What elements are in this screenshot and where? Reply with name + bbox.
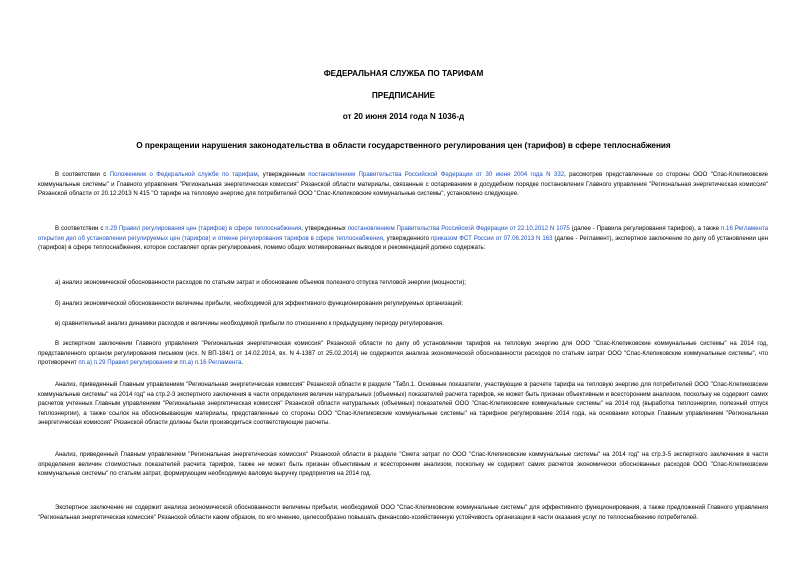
document-subject: О прекращении нарушения законодательства в области государственного регулирования цен (тарифов) в сфере теплоснабжения (136, 141, 671, 150)
link-reglament-p16[interactable]: п.16 Регламента открытия дел об установлении регулируемых цен (тарифов) и отмене регулирования тарифов в сфере теплоснабжения (38, 225, 768, 242)
paragraph-8: Анализ, приведенный Главным управлением "Региональная энергетическая комиссия" Рязанской области в разделе "Смета затрат по ООО "Спас-Клепиковские коммунальные системы" на 2014 год" на стр.3-5 экспертного заключения в части определения величин стоимостных показателей расчета тарифов, также не может быть признан объективным и всесторонним анализом, поскольку не содержит самих расчетов экономически обоснованных расходов ООО "Спас-Клепиковские коммунальные системы" по статьям затрат, формирующим необходимую валовую выручку предприятия на 2014 год. (38, 451, 768, 478)
text: , рассмотрев представленные со стороны ООО "Спас-Клепиковские коммунальные системы" и Главного управления "Региональная энергетическая комиссия" Рязанской области материалы, связанные с оспариванием в досудебном порядке постановления Главного управления "Региональная энергетическая комиссия" Рязанской области от 20.12.2013 N 415 "О тарифе на тепловую энергию для потребителей ООО "Спас-Клепиковские коммунальные системы", установлено следующее. (38, 171, 769, 198)
document-date: от 20 июня 2014 года N 1036-д (342, 112, 465, 121)
paragraph-5: в) сравнительный анализ динамики расходов и величины необходимой прибыли по отношению к предыдущему периоду регулирования. (55, 320, 444, 327)
text: , утвержденных (301, 225, 348, 232)
link-fst-order-163[interactable]: приказом ФСТ России от 07.06.2013 N 163 (430, 234, 553, 242)
paragraph-9: Экспертное заключение не содержит анализа экономической обоснованности величины прибыли, необходимой ООО "Спас-Клепиковские коммунальные системы" для эффективного функционирования, а также предложений Главного управления "Региональная энергетическая комиссия" Рязанской области каким образом, по его мнению, целесообразно повышать финансово-хозяйственную устойчивость организации в части оказания услуг по теплоснабжению потребителей. (38, 504, 768, 521)
paragraph-3: а) анализ экономической обоснованности расходов по статьям затрат и обоснование объемов полезного отпуска тепловой энергии (мощности); (55, 279, 466, 286)
text: . (241, 359, 244, 367)
paragraph-6 (38, 339, 768, 368)
text: В экспертном заключении Главного управления "Региональная энергетическая комиссия" Рязанской области по делу об установлении тарифов на тепловую энергию для ООО "Спас-Клепиковские коммунальные системы" на 2014 год, представленного органом регулирования письмом (исх. N ВП-184/1 от 14.02.2014, вх. N 4-1387 от 25.02.2014) не содержится анализа экономической обоснованности расходов по статьям затрат ООО "Спас-Клепиковские коммунальные системы", что противоречит (38, 340, 768, 367)
text: , утвержденного (383, 234, 431, 242)
link-rules-pp-a-p29[interactable]: пп.а) п.29 Правил регулирования (78, 359, 173, 367)
text: (далее - Регламент), экспертное заключение по делу об установлении цен (тарифов) в сфере теплоснабжения, которое составляет орган регулирования, помимо общих мотивированных выводов и рекомендаций должно содержать: (38, 234, 768, 252)
paragraph-1 (38, 170, 768, 199)
text: , утвержденным (257, 171, 309, 178)
link-reglament-pp-a-p16[interactable]: пп.а) п.16 Регламента (179, 359, 242, 367)
paragraph-7: Анализ, приведенный Главным управлением "Региональная энергетическая комиссия" Рязанской области в разделе "Табл.1. Основные показатели, участвующие в расчете тарифа на тепловую энергию для потребителей ООО "Спас-Клепиковские коммунальные системы" на 2014 год" на стр.2-3 экспертного заключения в части определения величин натуральных (объемных) показателей расчета тарифов, не может быть признан объективным и всесторонним анализом, поскольку не содержит самих расчетов учтенных Главным управлением "Региональная энергетическая комиссия" Рязанской области натуральных (объемных) показателей ООО "Спас-Клепиковские коммунальные системы" на 2014 год (выработка теплоэнергии, полезный отпуск теплоэнергии), а также ссылок на обосновывающие материалы, представленные со стороны ООО "Спас-Клепиковские коммунальные системы" на тарифное регулирование 2014 года, на основании которых Главным управлением "Региональная энергетическая комиссия" Рязанской области должны были производиться соответствующие расчеты. (38, 381, 768, 427)
document-type: ПРЕДПИСАНИЕ (371, 91, 436, 100)
agency-title: ФЕДЕРАЛЬНАЯ СЛУЖБА ПО ТАРИФАМ (323, 69, 484, 78)
link-rules-p29[interactable]: п.29 Правил регулирования цен (тарифов) в сфере теплоснабжения (105, 225, 302, 232)
link-fst-regulation[interactable]: Положением о Федеральной службе по тарифам (109, 171, 258, 178)
text: и (172, 359, 180, 367)
text: (далее - Правила регулирования тарифов), а также (569, 225, 722, 232)
link-government-decree-332[interactable]: постановлением Правительства Российской Федерации от 30 июня 2004 года N 332 (308, 171, 565, 178)
text: В соответствии с (55, 171, 110, 178)
text: В соответствии с (55, 225, 106, 232)
paragraph-2 (38, 224, 768, 253)
link-government-decree-1075[interactable]: постановлением Правительства Российской Федерации от 22.10.2012 N 1075 (347, 225, 570, 232)
paragraph-4: б) анализ экономической обоснованности величины прибыли, необходимой для эффективного функционирования регулируемых организаций; (55, 300, 463, 307)
